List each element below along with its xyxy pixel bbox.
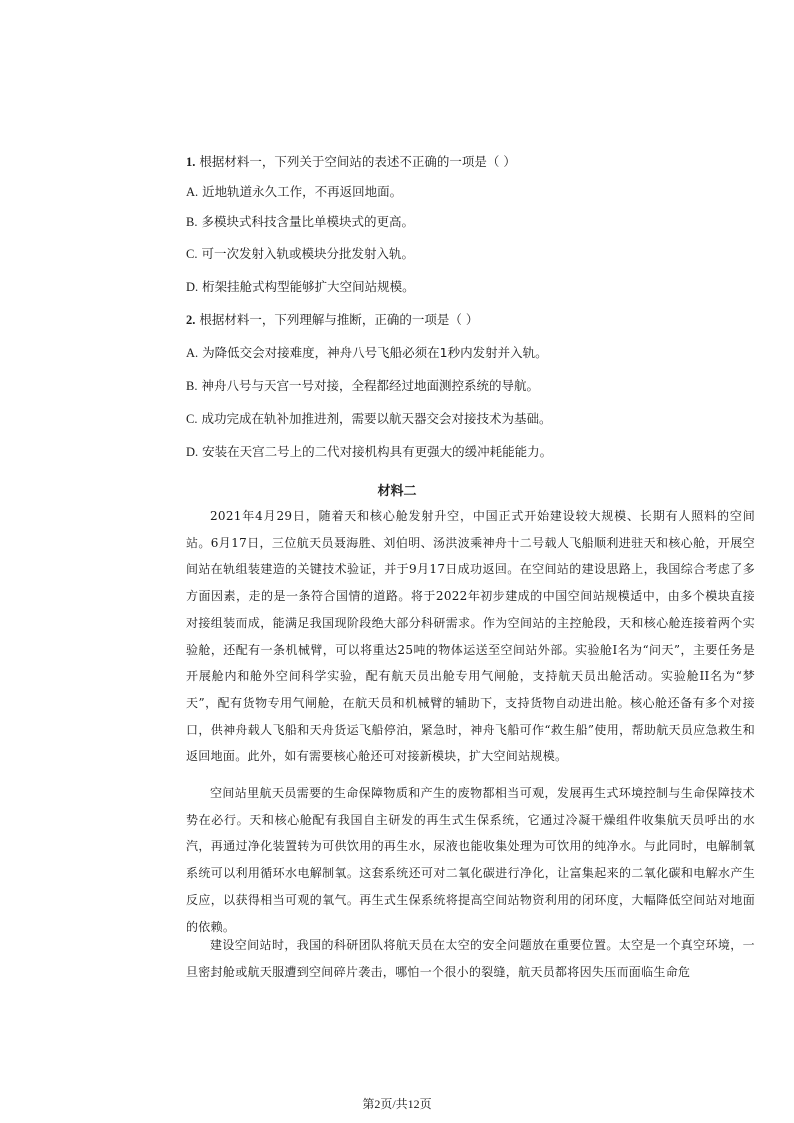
- question-2-option-c: C. 成功完成在轨补加推进剂，需要以航天器交会对接技术为基础。: [186, 411, 552, 426]
- question-1-text: 根据材料一，下列关于空间站的表述不正确的一项是（ ）: [199, 154, 516, 169]
- question-1-option-d: D. 桁架挂舱式构型能够扩大空间站规模。: [186, 279, 415, 294]
- passage-paragraph-3: 建设空间站时，我国的科研团队将航天员在太空的安全问题放在重要位置。太空是一个真空环境，一旦密封舱或航天服遭到空间碎片袭击，哪怕一个很小的裂缝，航天员都将因失压而面临生命危: [186, 938, 755, 979]
- passage-paragraph-1: 2021年4月29日，随着天和核心舱发射升空，中国正式开始建设较大规模、长期有人照料的空间站。6月17日，三位航天员聂海胜、刘伯明、汤洪波乘神舟十二号载人飞船顺利进驻天和核心舱，开展空间站在轨组装建造的关键技术验证，并于9月17日成功返回。在空间站的建设思路上，我国综合考虑了多方面因素，走的是一条符合国情的道路。将于2022年初步建成的中国空间站规模适中，由多个模块直接对接组装而成，能满足我国现阶段绝大部分科研需求。作为空间站的主控舱段，天和核心舱连接着两个实验舱，还配有一条机械臂，可以将重达25吨的物体运送至空间站外部。实验舱I名为“问天”，主要任务是开展舱内和舱外空间科学实验，配有航天员出舱专用气闸舱，支持航天员出舱活动。实验舱II名为“梦天”，配有货物专用气闸舱，在航天员和机械臂的辅助下，支持货物自动进出舱。核心舱还备有多个对接口，供神舟载人飞船和天舟货运飞船停泊，紧急时，神舟飞船可作“救生船”使用，帮助航天员应急救生和返回地面。此外，如有需要核心舱还可对接新模块，扩大空间站规模。: [186, 509, 755, 764]
- question-1-option-c: C. 可一次发射入轨或模块分批发射入轨。: [186, 246, 414, 261]
- question-2-stem: [186, 311, 478, 329]
- question-1-number: 1.: [186, 155, 196, 169]
- question-1-stem: [186, 153, 516, 171]
- question-2-text: 根据材料一，下列理解与推断，正确的一项是（ ）: [199, 312, 479, 327]
- question-2-option-a: A. 为降低交会对接难度，神舟八号飞船必须在1秒内发射并入轨。: [186, 345, 548, 360]
- question-1-option-b: B. 多模块式科技含量比单模块式的更高。: [186, 214, 414, 229]
- section-title: 材料二: [377, 484, 417, 499]
- question-2-option-d: D. 安装在天宫二号上的二代对接机构具有更强大的缓冲耗能能力。: [186, 444, 553, 459]
- question-2-option-b: B. 神舟八号与天宫一号对接，全程都经过地面测控系统的导航。: [186, 378, 539, 393]
- passage-paragraph-2: 空间站里航天员需要的生命保障物质和产生的废物都相当可观，发展再生式环境控制与生命保障技术势在必行。天和核心舱配有我国自主研发的再生式生保系统，它通过冷凝干燥组件收集航天员呼出的水汽，再通过净化装置转为可供饮用的再生水，尿液也能收集处理为可饮用的纯净水。与此同时，电解制氧系统可以利用循环水电解制氧。这套系统还可对二氧化碳进行净化，让富集起来的二氧化碳和电解水产生反应，以获得相当可观的氧气。再生式生保系统将提高空间站物资利用的闭环度，大幅降低空间站对地面的依赖。: [186, 786, 755, 934]
- question-1-option-a: A. 近地轨道永久工作，不再返回地面。: [186, 184, 403, 199]
- question-2-number: 2.: [186, 313, 196, 327]
- page-number-footer: 第2页/共12页: [362, 1097, 432, 1111]
